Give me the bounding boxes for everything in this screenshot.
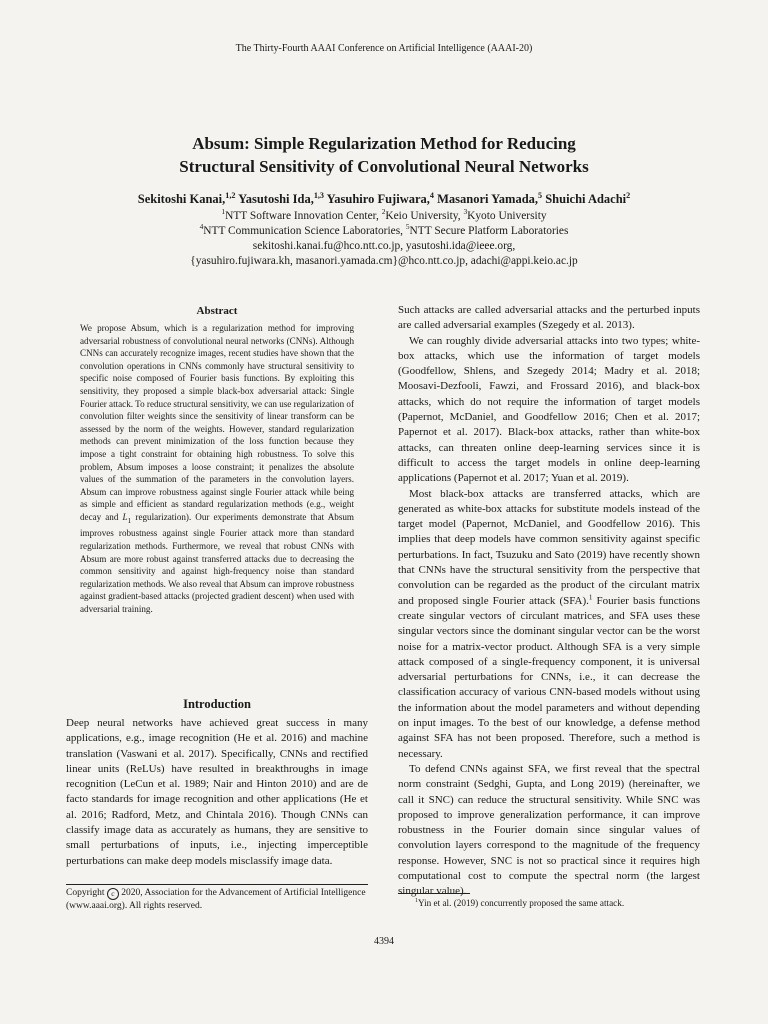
introduction-body [66, 716, 368, 869]
affil-mark: 4 [199, 222, 204, 232]
body-paragraph [398, 487, 700, 762]
author-name: Sekitoshi Kanai, [137, 192, 226, 206]
abstract-text [80, 322, 354, 615]
l1-symbol: L [122, 511, 128, 522]
affil-mark: 1 [221, 207, 226, 217]
introduction-heading: Introduction [183, 697, 251, 711]
footnote-mark: 1 [588, 592, 593, 601]
right-column-body [398, 303, 700, 900]
abstract-part: regularization). Our experiments demonstrate that Absum improves robustness against single Fourier attack more than standard regularization methods. Furthermore, we reveal that robust CNNs with Absum are more robust against transferred attacks due to decreasing the common sensitivity and against high-frequency noise than standard regularization methods. We also reveal that Absum can improve robustness against gradient-based attacks (projected gradient descent) when used with adversarial training. [80, 511, 354, 614]
author-affil-mark: 1,2 [225, 190, 236, 200]
affiliation-line-2 [0, 224, 768, 239]
affil-mark: 5 [405, 222, 410, 232]
affiliation: NTT Secure Platform Laboratories [409, 225, 569, 237]
footnote-divider [398, 893, 470, 894]
author-name: Yasuhiro Fujiwara, [326, 192, 430, 206]
affiliation-line-1 [0, 209, 768, 224]
copyright-text: 2020, Association for the Advancement of Artificial Intelligence (www.aaai.org). All rights reserved. [66, 888, 366, 911]
body-paragraph: Such attacks are called adversarial attacks and the perturbed inputs are called adversarial examples (Szegedy et al. 2013). [398, 304, 700, 332]
author-name: Shuichi Adachi [545, 192, 627, 206]
copyright-prefix: Copyright [66, 888, 107, 898]
author-emails-1: sekitoshi.kanai.fu@hco.ntt.co.jp, yasutoshi.ida@ieee.org, [252, 240, 516, 252]
l1-subscript: 1 [127, 515, 132, 525]
copyright-icon: c [107, 888, 119, 900]
conference-header: The Thirty-Fourth AAAI Conference on Artificial Intelligence (AAAI-20) [235, 43, 533, 54]
author-affil-mark: 4 [429, 190, 434, 200]
author-name: Yasutoshi Ida, [238, 192, 314, 206]
title-line-2: Structural Sensitivity of Convolutional Neural Networks [179, 157, 589, 176]
body-paragraph: We can roughly divide adversarial attacks into two types; white-box attacks, which use the information of target models (Goodfellow, Shlens, and Szegedy 2014; Madry et al. 2018; Moosavi-Dezfooli, Fawzi, and Frossard 2016), and black-box attacks, which do not require the information of target models (Papernot, McDaniel, and Goodfellow 2016; Chen et al. 2017; Papernot et al. 2017). Black-box attacks, rather than white-box attacks, can threaten online deep-learning services since it is difficult to access the target models in online deep-learning applications (Papernot et al. 2017; Yuan et al. 2019). [398, 334, 700, 485]
abstract-part: We propose Absum, which is a regularization method for improving adversarial robustness of convolutional neural networks (CNNs). Although CNNs can accurately recognize images, recent studies have shown that the convolution operations in CNNs commonly have structural sensitivity to specific noise composed of Fourier basis functions. By exploiting this sensitivity, they proposed a simple black-box adversarial attack: Single Fourier attack. To reduce structural sensitivity, we can use regularization of convolution filter weights since the sensitivity of linear transform can be assessed by the norm of the weights. However, standard regularization methods can prevent minimization of the loss function because they impose a tight constraint for obtaining high robustness. To solve this problem, Absum imposes a loose constraint; it penalizes the absolute values of the summation of the parameters in the convolution layers. Absum can improve robustness against single Fourier attack while being as simple and efficient as standard regularization methods (e.g., weight decay and [80, 323, 354, 522]
title-line-1: Absum: Simple Regularization Method for Reducing [192, 134, 576, 153]
affiliation: NTT Software Innovation Center, [225, 210, 382, 222]
footnote-text: Yin et al. (2019) concurrently proposed the same attack. [417, 898, 625, 908]
page-number: 4394 [374, 936, 394, 947]
intro-paragraph: Deep neural networks have achieved great success in many applications, e.g., image recognition (He et al. 2016) and machine translation (Vaswani et al. 2017). Specifically, CNNs and rectified linear units (ReLUs) have resulted in breakthroughs in image recognition (LeCun et al. 1989; Nair and Hinton 2010) and are de facto standards for image recognition and other applications (He et al. 2016; Radford, Metz, and Chintala 2016). Though CNNs can classify image data as accurately as humans, they are sensitive to small perturbations of inputs, i.e., injecting imperceptible perturbations can make deep models misclassify image data. [66, 717, 368, 867]
author-name: Masanori Yamada, [437, 192, 539, 206]
author-list [0, 192, 768, 207]
body-paragraph: To defend CNNs against SFA, we first reveal that the spectral norm constraint (Sedghi, Gupta, and Long 2019) (hereinafter, we call it SNC) can reduce the structural sensitivity. While SNC was proposed to improve generalization performance, it can improve robustness in the Fourier domain since singular values of convolution layers correspond to the magnitude of the frequency response. However, SNC is not so practical since it requires high computational cost to compute the spectral norm (the largest singular value). [398, 762, 700, 898]
footnote [398, 898, 700, 908]
author-affil-mark: 1,3 [313, 190, 324, 200]
abstract-heading: Abstract [196, 305, 238, 317]
affiliation: Keio University, [385, 210, 464, 222]
copyright-notice [66, 884, 368, 913]
paragraph-part: Fourier basis functions create singular vectors of circulant matrices, and SFA uses these singular vectors since the dominant singular vector can be the worst noise for a matrix-vector product. Although SFA is a very simple attack composed of a single-frequency component, it is universal adversarial perturbations for CNNs, i.e., it can decrease the classification accuracy of various CNN-based models without using the information about the model parameters and without depending on input images. To the best of our knowledge, a defense method against SFA has not been proposed. Therefore, such a method is necessary. [398, 594, 700, 760]
author-affil-mark: 5 [538, 190, 543, 200]
paper-title [0, 132, 768, 178]
affiliation: Kyoto University [467, 210, 547, 222]
author-affil-mark: 2 [626, 190, 631, 200]
author-emails-2: {yasuhiro.fujiwara.kh, masanori.yamada.cm}@hco.ntt.co.jp, adachi@appi.keio.ac.jp [190, 255, 578, 267]
footnote-number: 1 [415, 897, 418, 904]
affil-mark: 3 [463, 207, 468, 217]
affiliation: NTT Communication Science Laboratories, [203, 225, 406, 237]
paragraph-part: Most black-box attacks are transferred attacks, which are generated as white-box attacks for substitute models instead of the target model (Papernot, McDaniel, and Goodfellow 2016). This implies that deep models have common sensitivity against specific perturbations. In fact, Tsuzuku and Sato (2019) have recently shown that CNNs have the structural sensitivity from the perspective that convolution can be regarded as the product of the circulant matrix and proposed single Fourier attack (SFA). [398, 487, 700, 607]
affil-mark: 2 [381, 207, 386, 217]
